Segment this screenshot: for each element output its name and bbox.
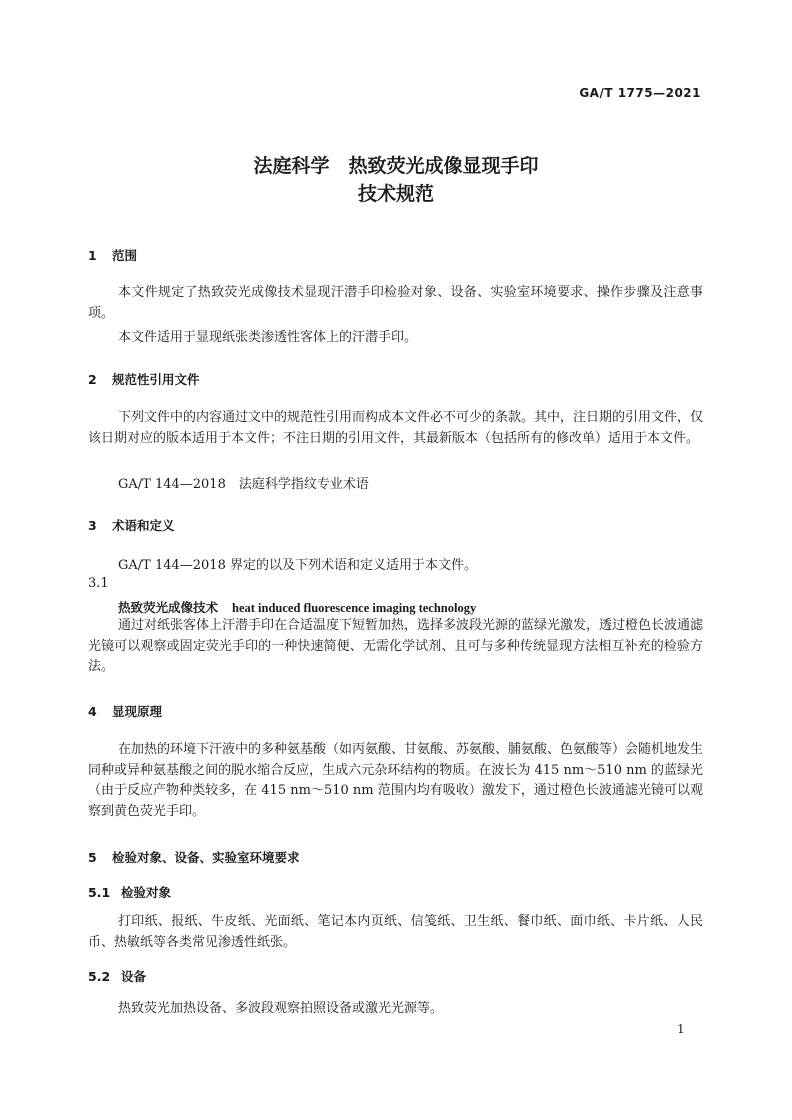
normative-reference: GA/T 144—2018 法庭科学指纹专业术语: [118, 477, 369, 492]
section-4-heading: [88, 702, 162, 720]
section-5-1-heading: [88, 883, 171, 901]
section-1-paragraph-2: 本文件适用于显现纸张类渗透性客体上的汗潜手印。: [118, 330, 418, 345]
term-entry: [118, 598, 476, 616]
document-title-line1: 法庭科学 热致荧光成像显现手印: [253, 155, 539, 177]
section-number: 3: [88, 518, 97, 533]
section-number: 5: [88, 850, 97, 865]
subsection-title: 检验对象: [121, 885, 172, 900]
standard-number: GA/T 1775—2021: [579, 86, 701, 100]
section-5-2-paragraph: 热致荧光加热设备、多波段观察拍照设备或激光光源等。: [118, 1001, 444, 1016]
section-3-paragraph-1: GA/T 144—2018 界定的以及下列术语和定义适用于本文件。: [118, 558, 477, 573]
term-chinese: 热致荧光成像技术: [118, 600, 219, 615]
section-3-heading: [88, 516, 175, 534]
term-number: 3.1: [88, 576, 109, 591]
section-1-heading: [88, 246, 137, 264]
term-definition: 通过对纸张客体上汗潜手印在合适温度下短暂加热，选择多波段光源的蓝绿光激发，透过橙色长波通滤光镜可以观察或固定荧光手印的一种快速简便、无需化学试剂、且可与多种传统显现方法相互补充的检验方法。: [88, 618, 704, 674]
section-5-heading: [88, 848, 300, 866]
section-2-heading: [88, 370, 200, 388]
section-5-2-heading: [88, 967, 146, 985]
section-title: 术语和定义: [112, 518, 175, 533]
section-title: 检验对象、设备、实验室环境要求: [112, 850, 300, 865]
subsection-title: 设备: [121, 969, 147, 984]
section-2-paragraph-1: 下列文件中的内容通过文中的规范性引用而构成本文件必不可少的条款。其中，注日期的引用文件，仅该日期对应的版本适用于本文件；不注日期的引用文件，其最新版本（包括所有的修改单）适用于本文件。: [88, 410, 704, 446]
section-title: 范围: [112, 248, 138, 263]
page-number: 1: [677, 1022, 685, 1036]
section-5-1-paragraph: 打印纸、报纸、牛皮纸、光面纸、笔记本内页纸、信笺纸、卫生纸、餐巾纸、面巾纸、卡片纸、人民币、热敏纸等各类常见渗透性纸张。: [88, 914, 703, 950]
subsection-number: 5.1: [88, 885, 111, 900]
section-1-paragraph-1: 本文件规定了热致荧光成像技术显现汗潜手印检验对象、设备、实验室环境要求、操作步骤及注意事项。: [88, 285, 703, 321]
document-title-line2: 技术规范: [357, 183, 434, 205]
section-title: 规范性引用文件: [112, 372, 200, 387]
term-english: heat induced fluorescence imaging technology: [232, 601, 477, 615]
section-title: 显现原理: [112, 704, 163, 719]
subsection-number: 5.2: [88, 969, 111, 984]
section-number: 4: [88, 704, 97, 719]
section-number: 1: [88, 248, 97, 263]
section-4-paragraph-1: 在加热的环境下汗液中的多种氨基酸（如丙氨酸、甘氨酸、苏氨酸、脯氨酸、色氨酸等）会随机地发生同种或异种氨基酸之间的脱水缩合反应，生成六元杂环结构的物质。在波长为 415 nm～510 nm 的蓝绿光（由于反应产物种类较多，在 415 nm～510 nm 范围内均有吸收）激发下，通过橙色长波通滤光镜可以观察到黄色荧光手印。: [88, 742, 704, 819]
section-number: 2: [88, 372, 97, 387]
